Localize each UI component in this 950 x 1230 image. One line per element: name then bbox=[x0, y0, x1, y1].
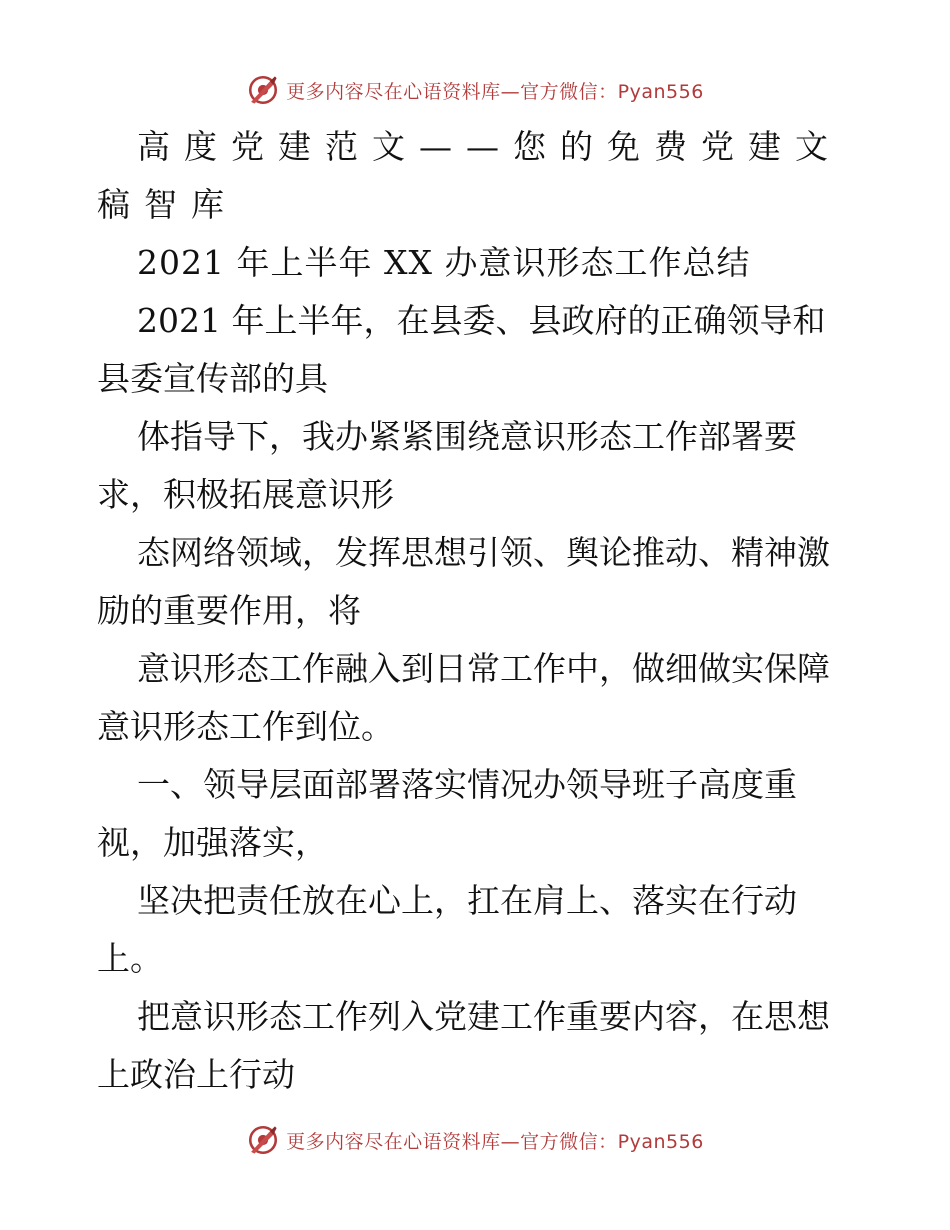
paragraph: 体指导下，我办紧紧围绕意识形态工作部署要求，积极拓展意识形 bbox=[97, 417, 797, 514]
document-body bbox=[97, 118, 857, 1104]
pen-logo-icon bbox=[246, 1123, 280, 1157]
paragraph: 态网络领域，发挥思想引领、舆论推动、精神激励的重要作用，将 bbox=[97, 533, 830, 630]
paragraph: 意识形态工作融入到日常工作中，做细做实保障意识形态工作到位。 bbox=[97, 649, 830, 746]
footer-watermark bbox=[0, 1120, 950, 1160]
pen-logo-icon bbox=[246, 73, 280, 107]
document-heading: 高度党建范文——您的免费党建文稿智库 bbox=[97, 127, 842, 224]
paragraph: 坚决把责任放在心上，扛在肩上、落实在行动上。 bbox=[97, 881, 797, 978]
paragraph: 一、领导层面部署落实情况办领导班子高度重视，加强落实， bbox=[97, 765, 797, 862]
watermark-text: 更多内容尽在心语资料库—官方微信：Pyan556 bbox=[286, 1130, 704, 1153]
header-watermark bbox=[0, 70, 950, 110]
paragraph: 2021 年上半年，在县委、县政府的正确领导和县委宣传部的具 bbox=[97, 301, 826, 398]
paragraph: 把意识形态工作列入党建工作重要内容，在思想上政治上行动 bbox=[97, 997, 830, 1094]
watermark-text: 更多内容尽在心语资料库—官方微信：Pyan556 bbox=[286, 80, 704, 103]
document-title: 2021 年上半年 XX 办意识形态工作总结 bbox=[137, 243, 751, 282]
